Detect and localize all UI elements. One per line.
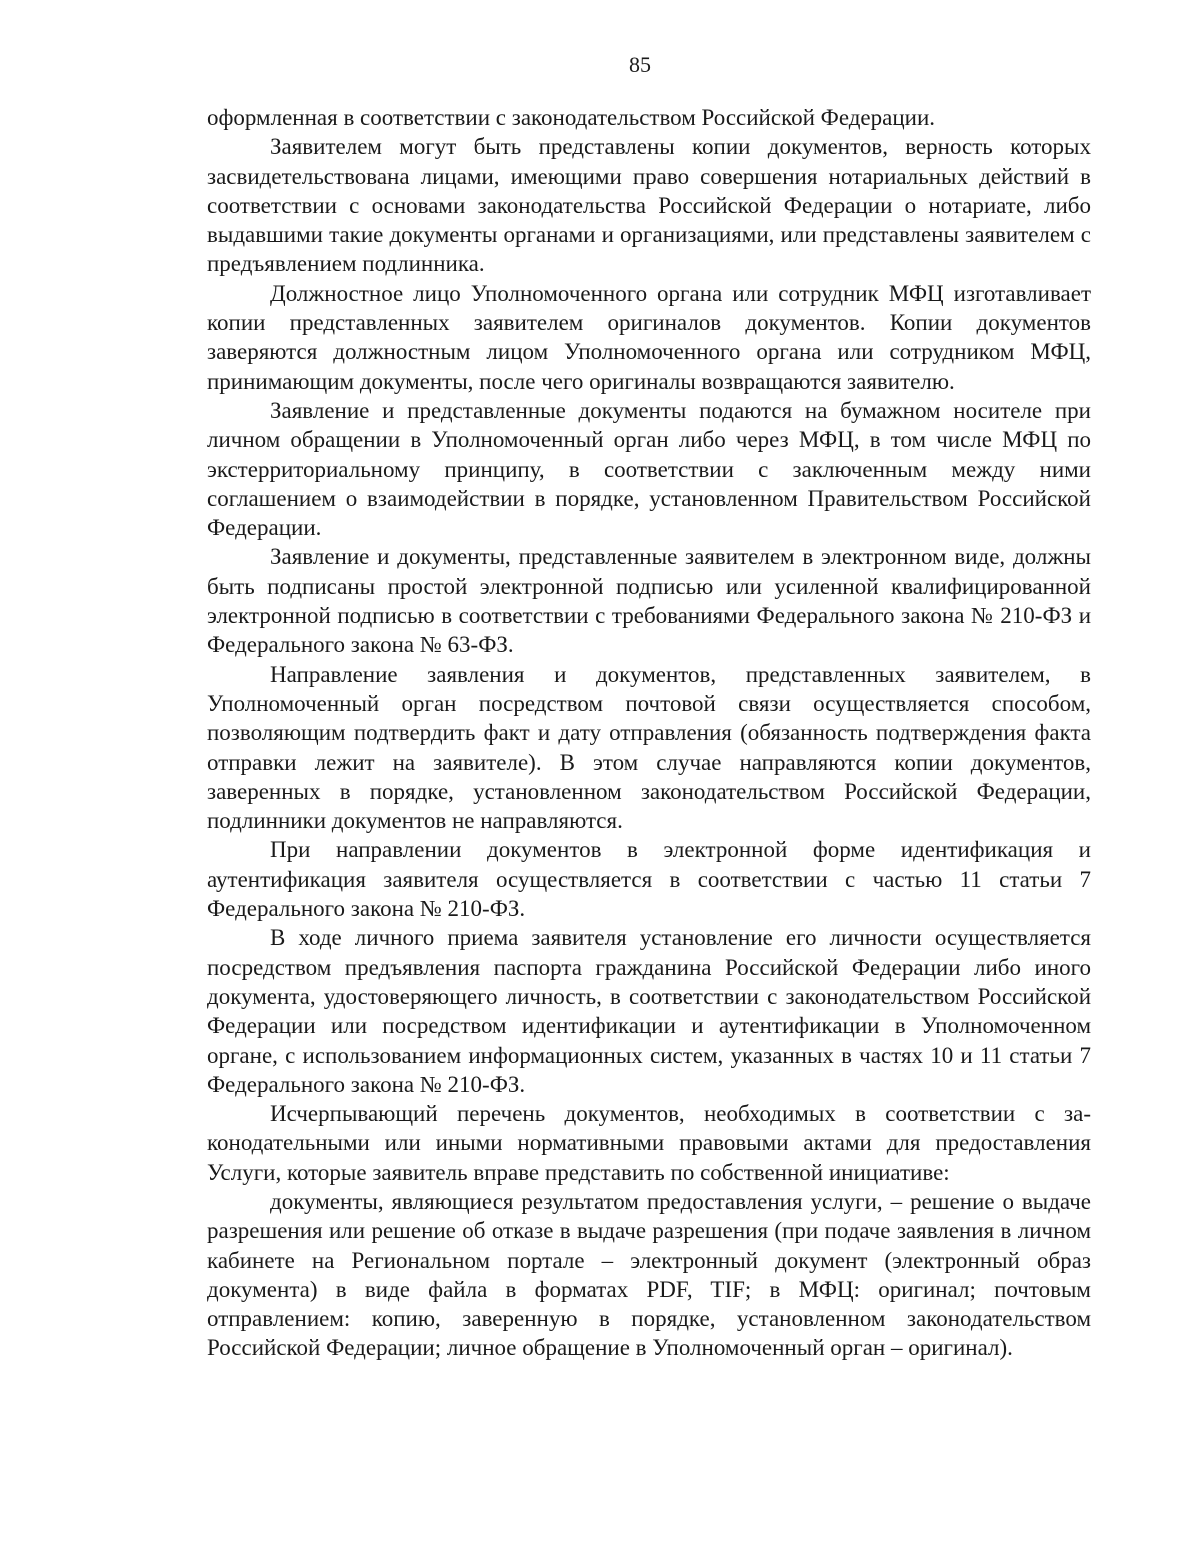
- paragraph-personal-reception: В ходе личного приема заявителя установление его личности осуществляется посредством предъявления паспорта гражданина Российской Федерации либо иного документа, удостоверяющего личность, в соответствии с законодательством Российской Федерации или посредством идентификации и аутентификации в Уполномоченном органе, с использованием информационных систем, указанных в частях 10 и 11 статьи 7 Федерального закона № 210-ФЗ.: [207, 925, 1091, 1097]
- paragraph-electronic-signature: Заявление и документы, представленные заявителем в электронном виде, должны быть подписаны простой электронной подписью или усиленной квалифицированной электронной подписью в соответствии с требованиями Федерального закона № 210-ФЗ и Федерального закона № 63-ФЗ.: [207, 544, 1091, 658]
- paragraph-continuation: оформленная в соответствии с законодательством Российской Федерации.: [207, 105, 936, 130]
- paragraph-certified-copies: Заявителем могут быть представлены копии документов, верность которых засвидетельствована лицами, имеющими право совершения нотариальных действий в соответствии с основами законодательства Российской Федерации о нотариате, либо выдавшими такие документы органами и организациями, или представлены заявителем с предъявлением подлинника.: [207, 134, 1091, 277]
- paragraph-copies-made-by-official: Должностное лицо Уполномоченного органа или сотрудник МФЦ изготавливает копии представленных заявителем оригиналов документов. Копии документов заверяются должностным лицом Уполномоченного органа или сотрудником МФЦ, принимающим документы, после чего оригиналы возвращаются заявителю.: [207, 280, 1091, 394]
- paragraph-paper-submission: Заявление и представленные документы подаются на бумажном носителе при личном обращении в Уполномоченный орган либо через МФЦ, в том числе МФЦ по экстерриториальному принципу, в соответствии с заключенным между ними соглашением о взаимодействии в порядке, установленном Правительством Российской Федерации.: [207, 397, 1091, 541]
- page-number: 85: [629, 52, 651, 77]
- document-body: [207, 103, 1091, 1363]
- paragraph-electronic-identification: При направлении документов в электронной форме идентификация и аутентификация заявителя осуществляется в соответствии с частью 11 статьи 7 Федерального закона № 210-ФЗ.: [207, 837, 1091, 922]
- paragraph-postal-submission: Направление заявления и документов, представленных заявителем, в Уполномоченный орган посредством почтовой связи осуществляется способом, позволяющим подтвердить факт и дату отправления (обязанность подтверждения факта отправки лежит на заявителе). В этом случае направляются копии документов, заверенных в порядке, установленном законодательством Российской Федерации, подлинники документов не направляются.: [207, 661, 1091, 834]
- paragraph-exhaustive-list: Исчерпывающий перечень документов, необходимых в соответствии с законодательными или иными нормативными правовыми актами для предоставления Услуги, которые заявитель вправе представить по собственной инициативе:: [207, 1101, 1091, 1185]
- paragraph-result-documents: документы, являющиеся результатом предоставления услуги, – решение о выдаче разрешения или решение об отказе в выдаче разрешения (при подаче заявления в личном кабинете на Региональном портале – электронный документ (электронный образ документа) в виде файла в форматах PDF, TIF; в МФЦ: оригинал; почтовым отправлением: копию, заверенную в порядке, установленном законодательством Российской Федерации; личное обращение в Уполномоченный орган – оригинал).: [207, 1188, 1091, 1361]
